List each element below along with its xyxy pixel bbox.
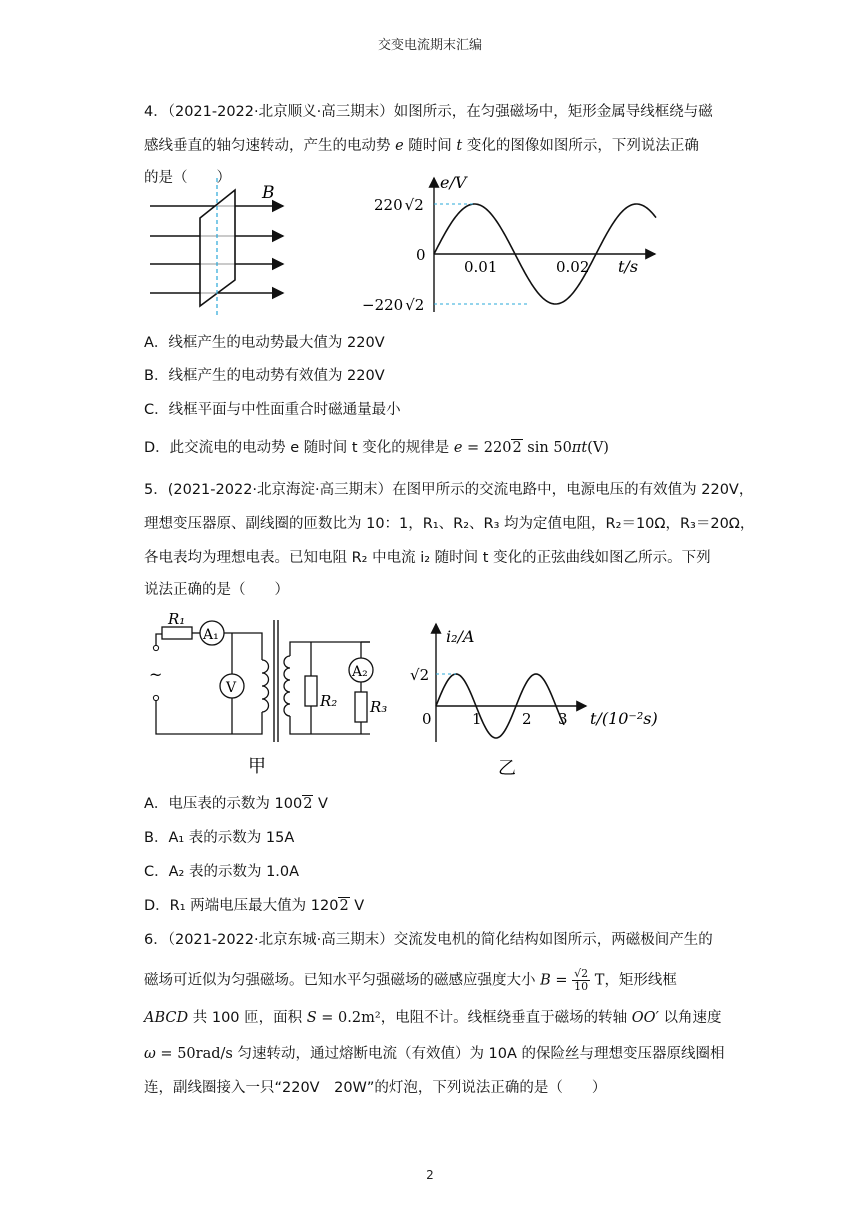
q4-stem-line2: 感线垂直的轴匀速转动，产生的电动势 e 随时间 t 变化的图像如图所示，下列说法正确 xyxy=(144,138,699,154)
q5-current-graph xyxy=(410,612,660,780)
label-A1: A₁ xyxy=(203,627,219,643)
q6-stem-line1: 6．（2021-2022·北京东城·高三期末）交流发电机的简化结构如图所示，两磁极间产生的 xyxy=(144,932,713,948)
field-label-B: B xyxy=(262,183,275,203)
caption-yi: 乙 xyxy=(498,758,516,779)
label-V: V xyxy=(226,680,237,696)
tick-0.01: 0.01 xyxy=(464,258,498,276)
q4-option-B: B．线框产生的电动势有效值为 220V xyxy=(144,368,385,384)
q4-field-figure xyxy=(145,178,295,318)
q4-option-D: D．此交流电的电动势 e 随时间 t 变化的规律是 e = 2202 sin 50πt(V) xyxy=(144,440,609,456)
q5-stem-line1: 5．(2021-2022·北京海淀·高三期末）在图甲所示的交流电路中，电源电压的有效值为 220V， xyxy=(144,482,754,498)
q5-option-C: C．A₂ 表的示数为 1.0A xyxy=(144,864,300,880)
tick-2: 2 xyxy=(522,710,532,728)
page-number: 2 xyxy=(426,1168,434,1182)
label-R3: R₃ xyxy=(370,698,388,716)
ac-source-symbol: ~ xyxy=(149,665,163,684)
tick-1: 1 xyxy=(472,710,482,728)
x-axis-label: t/s xyxy=(618,257,639,276)
label-A2: A₂ xyxy=(352,664,368,680)
tick-0.02: 0.02 xyxy=(556,258,590,276)
resistor-R2 xyxy=(305,676,317,706)
q5-option-B: B．A₁ 表的示数为 15A xyxy=(144,830,295,846)
q5-option-A: A．电压表的示数为 1002 V xyxy=(144,796,328,812)
q4-et-graph xyxy=(362,172,670,322)
q6-stem-line5: 连，副线圈接入一只“220V 20W”的灯泡，下列说法正确的是（ ） xyxy=(144,1080,607,1096)
q5-option-D: D．R₁ 两端电压最大值为 1202 V xyxy=(144,898,365,914)
resistor-R3 xyxy=(355,692,367,722)
q4-option-A: A．线框产生的电动势最大值为 220V xyxy=(144,335,385,351)
page-header: 交变电流期末汇编 xyxy=(377,38,482,53)
label-R2: R₂ xyxy=(320,692,338,710)
q6-stem-line2: 磁场可近似为匀强磁场。已知水平匀强磁场的磁感应强度大小 B = $\frac{√2}{10}$ T，矩形线框 xyxy=(144,967,677,993)
q6-stem-line3: ABCD 共 100 匝，面积 S = 0.2m²，电阻不计。线框绕垂直于磁场的转轴 OO′ 以角速度 xyxy=(144,1010,722,1026)
source-terminal-top xyxy=(153,645,158,650)
x-axis-label: t/(10⁻²s) xyxy=(590,709,658,728)
origin-label: 0 xyxy=(416,246,426,264)
q4-stem-line1: 4．（2021-2022·北京顺义·高三期末）如图所示，在匀强磁场中，矩形金属导线框绕与磁 xyxy=(144,104,713,120)
peak-label: √2 xyxy=(410,666,430,684)
q5-stem-line4: 说法正确的是（ ） xyxy=(144,582,289,598)
q5-stem-line3: 各电表均为理想电表。已知电阻 R₂ 中电流 i₂ 随时间 t 变化的正弦曲线如图乙所示。下列 xyxy=(144,550,711,566)
peak-negative-label: −220 √2 xyxy=(362,296,425,314)
label-R1: R₁ xyxy=(168,610,186,628)
origin-label: 0 xyxy=(422,710,432,728)
resistor-R1 xyxy=(162,627,192,639)
primary-coil xyxy=(262,660,269,712)
q5-circuit-diagram xyxy=(148,612,393,777)
caption-jia: 甲 xyxy=(248,756,266,777)
q5-stem-line2: 理想变压器原、副线圈的匝数比为 10：1，R₁、R₂、R₃ 均为定值电阻，R₂＝10Ω，R₃＝20Ω， xyxy=(144,516,755,532)
peak-positive-label: 220 √2 xyxy=(374,196,424,214)
tick-3: 3 xyxy=(558,710,568,728)
q4-option-C: C．线框平面与中性面重合时磁通量最小 xyxy=(144,402,401,418)
q6-stem-line4: ω = 50rad/s 匀速转动，通过熔断电流（有效值）为 10A 的保险丝与理想变压器原线圈相 xyxy=(144,1046,725,1062)
source-terminal-bottom xyxy=(153,695,158,700)
secondary-coil xyxy=(284,656,290,716)
y-axis-label: e/V xyxy=(440,173,467,192)
y-axis-label: i₂/A xyxy=(446,627,475,646)
q4-stem-line3: 的是（ ） xyxy=(144,170,231,186)
